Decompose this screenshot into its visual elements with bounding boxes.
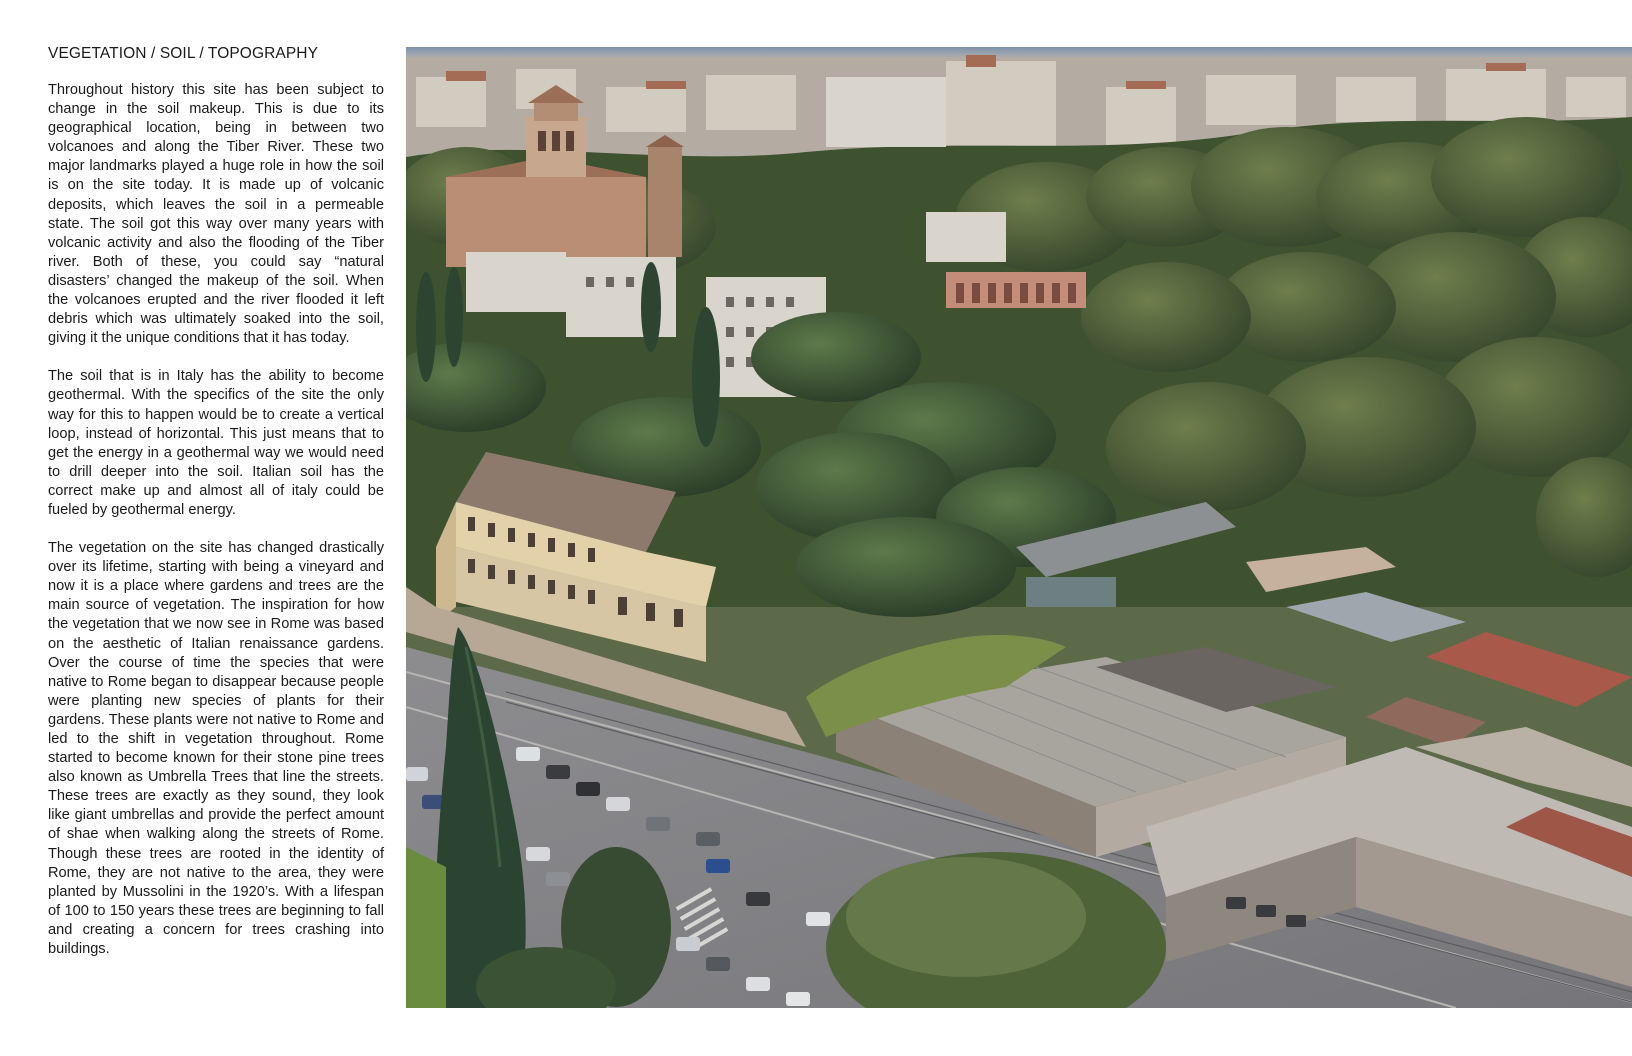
paragraph-vegetation: The vegetation on the site has changed drastically over its lifetime, starting with being a vineyard and now it is a place where gardens and trees are the main source of vegetation. The inspiration for how the vegetation that we now see in Rome was based on the aesthetic of Italian renaissance gardens. Over the course of time the species that were native to Rome began to disappear because people were planting new species of plants for their gardens. These plants were not native to Rome and led to the shift in vegetation throughout. Rome started to become known for their stone pine trees also known as Umbrella Trees that line the streets. These trees are exactly as they sound, they look like giant umbrellas and provide the perfect amount of shae when walking along the streets of Rome. Though these trees are rooted in the identity of Rome, they are not native to the area, they were planted by Mussolini in the 1920’s. With a lifespan of 100 to 150 years these trees are beginning to fall and creating a concern for trees crashing into buildings. xyxy=(48,540,384,958)
section-heading: VEGETATION / SOIL / TOPOGRAPHY xyxy=(48,45,319,62)
aerial-site-photo xyxy=(406,47,1632,1008)
paragraph-soil-history: Throughout history this site has been subject to change in the soil makeup. This is due to its geographical location, being in between two volcanoes and along the Tiber River. These two major landmarks played a huge role in how the soil is on the site today. It is made up of volcanic deposits, which leaves the soil in a permeable state. The soil got this way over many years with volcanic activity and also the flooding of the Tiber river. Both of these, you could say “natural disasters’ changed the makeup of the soil. When the volcanoes erupted and the river flooded it left debris which was ultimately soaked into the soil, giving it the unique conditions that it has today. xyxy=(48,82,384,347)
aerial-photo-illustration xyxy=(406,47,1632,1008)
paragraph-geothermal: The soil that is in Italy has the ability to become geothermal. With the specifics of the site the only way for this to happen would be to create a vertical loop, instead of horizontal. This just means that to get the energy in a geothermal way we would need to drill deeper into the soil. Italian soil has the correct make up and almost all of italy could be fueled by geothermal energy. xyxy=(48,368,384,518)
text-column xyxy=(48,44,384,978)
